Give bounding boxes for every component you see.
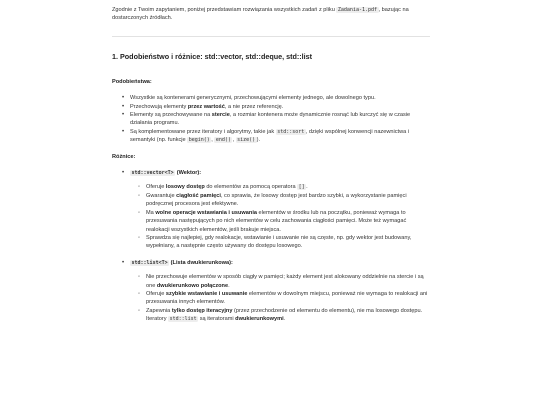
list-code: std::list<T> (131, 259, 168, 266)
vector-code: std::vector<T> (131, 170, 174, 177)
item-text: (przez przechodzenie od elementu do elementu), nie ma losowego dostępu. Iteratory (146, 307, 423, 323)
differences-list (112, 169, 430, 324)
item-text: elementów w środku lub na początku, ponieważ wymaga to przesuwania następujących po nich elementów w celu zachowania ciągłości pamięci. Może też wymagać realokacji wszystkich elementów, jeśli brakuje miejsca. (146, 209, 407, 233)
bold-text: tylko dostęp iteracyjny (171, 307, 233, 314)
inline-code: std::list (169, 316, 197, 323)
list-item (112, 209, 430, 234)
list-title: (Lista dwukierunkowa): (169, 259, 233, 266)
bold-text: dwukierunkowymi (235, 316, 284, 323)
inline-code: end() (215, 137, 231, 144)
list-item (112, 192, 430, 209)
bold-text: wolne operacje wstawiania i usuwania (155, 209, 257, 216)
file-name-code: Zadania-1.pdf (337, 7, 378, 13)
list-item (112, 307, 430, 324)
inline-code: begin() (188, 137, 210, 144)
item-text: Wszystkie są kontenerami generycznymi, przechowującymi elementy jednego, ale dowolnego typu. (130, 95, 376, 102)
item-text: , a rozmiar kontenera może dynamicznie rosnąć lub kurczyć się w czasie działania programu. (130, 112, 411, 127)
item-text: Zapewnia (146, 307, 172, 314)
inline-code: [] (298, 184, 305, 191)
bold-text: stercie (211, 112, 230, 119)
item-text: , a nie przez referencję. (224, 103, 284, 110)
item-text: Nie przechowuje elementów w sposób ciągły w pamięci; każdy element jest alokowany oddzielnie na stercie i są one (146, 274, 424, 289)
differences-label: Różnice: (112, 153, 136, 160)
item-text: Są komplementowane przez iteratory i algorytmy, takie jak (130, 128, 276, 135)
list-class-item (112, 259, 430, 324)
vector-item (112, 169, 430, 251)
similarities-list (112, 94, 430, 144)
similarities-label: Podobieństwa: (112, 78, 152, 85)
list-item (112, 290, 430, 307)
inline-code: size() (237, 137, 256, 144)
inline-code: std::sort (277, 128, 305, 135)
item-text: . (228, 282, 230, 289)
item-text: , dzięki wspólnej konwencji nazewnictwa i semantyki (np. funkcje (130, 128, 410, 144)
list-item (112, 273, 430, 290)
item-text: , co sprawia, że losowy dostęp jest bardzo szybki, a wykorzystanie pamięci podręcznej procesora jest efektywne. (146, 192, 407, 208)
section-heading: 1. Podobieństwo i różnice: std::vector, std::deque, std::list (112, 51, 313, 61)
item-text: . (306, 184, 308, 191)
intro-text-end: , bazując na dostarczonych źródłach. (112, 7, 409, 22)
bold-text: losowy dostęp (165, 184, 205, 191)
bold-text: szybkie wstawianie i usuwanie (165, 290, 248, 297)
item-text: do elementów za pomocą operatora (204, 184, 298, 191)
list-item (112, 94, 430, 102)
item-text: Elementy są przechowywane na (130, 112, 212, 119)
list-item (112, 183, 430, 191)
vector-sublist (112, 183, 430, 250)
list-item (112, 103, 430, 111)
list-item (112, 111, 430, 128)
list-sublist (112, 273, 430, 323)
item-text: Sprawdza się najlepiej, gdy realokacje, wstawianie i usuwanie nie są częste, np. gdy wektor jest budowany, wypełniany, a następnie często używany do dostępu losowego. (146, 234, 412, 250)
item-text: Przechowują elementy (130, 103, 188, 110)
vector-title: (Wektor): (175, 170, 202, 177)
bold-text: ciągłość pamięci (176, 192, 221, 199)
item-text: elementów w dowolnym miejscu, ponieważ nie wymaga to realokacji ani przesuwania innych elementów. (146, 290, 428, 306)
bold-text: dwukierunkowo połączone (156, 282, 229, 289)
item-text: Oferuje (146, 290, 166, 297)
item-text: są iteratorami (198, 316, 236, 323)
list-item (112, 128, 430, 145)
document-content (112, 6, 430, 324)
intro-paragraph (112, 6, 430, 23)
item-text: , (232, 137, 236, 144)
horizontal-divider (112, 36, 430, 37)
list-item (112, 234, 430, 251)
item-text: . (283, 316, 286, 323)
intro-text: Zgodnie z Twoim zapytaniem, poniżej przedstawiam rozwiązania wszystkich zadań z pliku (112, 7, 335, 13)
item-text: Oferuje (146, 184, 166, 191)
list-item-spacer (112, 251, 430, 259)
item-text: , (211, 137, 215, 144)
item-text: Gwarantuje (146, 192, 177, 199)
item-text: ). (256, 137, 261, 144)
item-text: Ma (146, 209, 156, 216)
bold-text: przez wartość (187, 103, 225, 110)
